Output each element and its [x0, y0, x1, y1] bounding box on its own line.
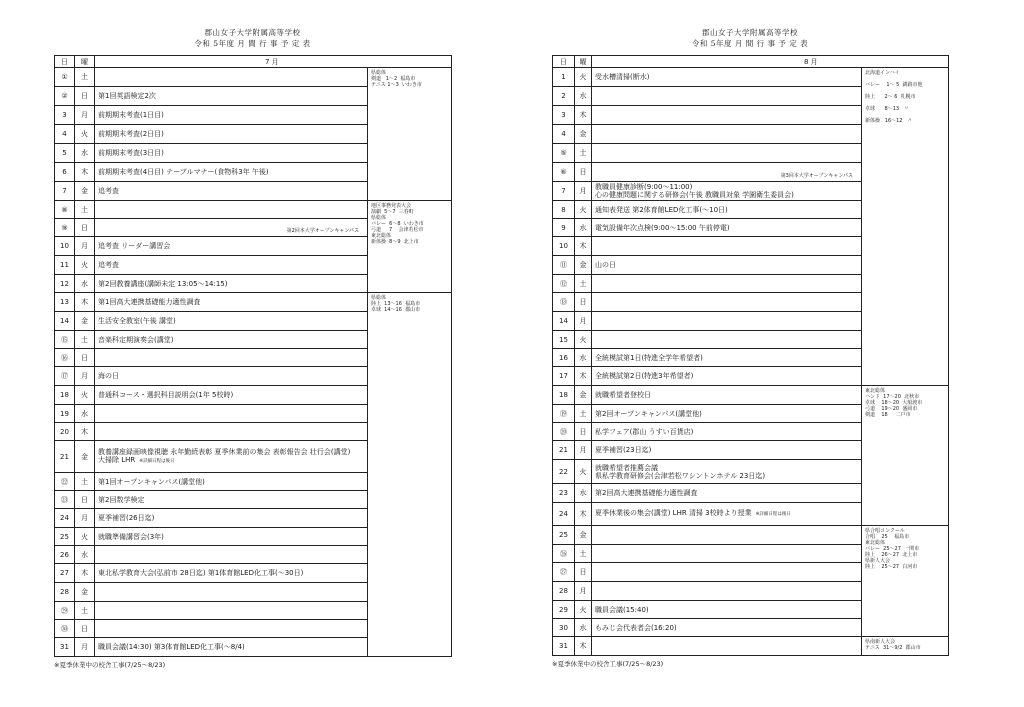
event-cell [95, 87, 368, 106]
weekday-cell: 月 [575, 182, 592, 201]
event-cell [592, 637, 862, 656]
weekday-cell: 木 [575, 106, 592, 125]
day-cell: 10 [55, 237, 75, 256]
day-cell: 28 [55, 583, 75, 602]
day-cell: 4 [55, 125, 75, 144]
event-cell [95, 349, 368, 367]
event-cell [95, 564, 368, 583]
weekday-cell: 木 [575, 237, 592, 256]
event-text: 第1回オープンキャンパス(講堂他) [98, 477, 205, 486]
day-cell: ㉓ [55, 491, 75, 509]
day-cell: 14 [553, 312, 575, 331]
day-cell: 24 [553, 503, 575, 526]
event-cell [95, 331, 368, 349]
event-text: 全統模試第1日(特進全学年希望者) [595, 353, 703, 362]
day-cell: ⑫ [553, 275, 575, 293]
day-cell: 20 [55, 423, 75, 441]
weekday-cell: 金 [75, 441, 95, 473]
weekday-cell: 水 [575, 349, 592, 367]
event-cell [95, 182, 368, 201]
event-cell [592, 405, 862, 423]
weekday-cell: 水 [75, 275, 95, 293]
day-cell: 31 [553, 637, 575, 656]
day-cell: 14 [55, 312, 75, 331]
day-cell: 18 [55, 386, 75, 405]
day-cell: 7 [55, 182, 75, 201]
weekday-cell: 火 [75, 386, 95, 405]
day-cell: 23 [553, 484, 575, 503]
event-cell [95, 144, 368, 163]
day-cell: 13 [55, 293, 75, 312]
weekday-cell: 火 [75, 528, 95, 546]
weekday-cell: 金 [575, 526, 592, 545]
event-text: 第1回高大連携基礎能力適性調査 [98, 298, 201, 306]
event-text: 職員会議(14:30) 第3体育館LED化工事(～8/4) [98, 643, 245, 651]
day-cell: ⑰ [55, 367, 75, 386]
july-schedule-sheet [54, 27, 451, 669]
weekday-cell: 土 [575, 545, 592, 563]
weekday-cell: 日 [575, 423, 592, 441]
event-cell [592, 275, 862, 293]
weekday-cell: 火 [575, 68, 592, 87]
day-cell: ⑪ [553, 256, 575, 275]
event-cell [592, 163, 862, 182]
day-cell: 22 [553, 460, 575, 484]
day-cell: 6 [55, 163, 75, 182]
event-text: 追考査 [98, 187, 119, 195]
side-note-cell: 県総体 陸上 13～16 福島市 卓球 14～16 郡山市 [368, 293, 452, 657]
event-text-2: 県私学教育研修会(会津若松ワシントンホテル 23日迄) [595, 471, 766, 480]
day-cell: ⑨ [55, 219, 75, 237]
sheet-title: 令和 5年度 月 間 行 事 予 定 表 [194, 39, 311, 48]
event-text: 就職希望者登校日 [595, 391, 651, 399]
event-cell [592, 144, 862, 163]
weekday-cell: 金 [575, 256, 592, 275]
event-cell [592, 106, 862, 125]
event-cell [592, 386, 862, 405]
event-cell [592, 460, 862, 484]
event-cell [95, 441, 368, 473]
day-cell: 21 [55, 441, 75, 473]
event-cell [592, 219, 862, 237]
event-right-text: 第3回本大学オープンキャンパス [780, 173, 853, 179]
event-text: 職員会議(15:40) [595, 605, 649, 614]
event-cell [95, 620, 368, 638]
event-cell [95, 275, 368, 293]
event-text: 追考査 [98, 261, 119, 269]
weekday-cell: 火 [575, 601, 592, 619]
weekday-cell: 土 [75, 473, 95, 491]
weekday-cell: 土 [575, 144, 592, 163]
event-cell [592, 619, 862, 637]
side-note-cell: 地区事務発表大会 演劇 5～7 三春町 県総体 バレー 6～8 いわき市 弓道 7 会津若松市 東北総体 新体操 8～9 北上市 [368, 201, 452, 293]
day-cell: ② [55, 87, 75, 106]
event-cell [95, 312, 368, 331]
day-cell: 2 [553, 87, 575, 106]
event-cell [592, 349, 862, 367]
day-header: 日 [553, 56, 575, 68]
event-cell [95, 638, 368, 657]
event-note: ※詳細日程は後日 [139, 458, 175, 464]
footnote: ※夏季休業中の校舎工事(7/25～8/23) [54, 661, 166, 669]
day-cell: ① [55, 68, 75, 87]
event-text: 受水槽清掃(断水) [595, 73, 650, 81]
event-text-2: 心の健康問題に関する研修会(午後 教職員対象 学園衛生委員会) [595, 191, 794, 199]
day-cell: 3 [553, 106, 575, 125]
july-table [54, 55, 452, 657]
day-cell: ㉚ [55, 620, 75, 638]
day-cell: 5 [55, 144, 75, 163]
day-cell: 31 [55, 638, 75, 657]
weekday-header: 曜 [575, 56, 592, 68]
weekday-cell: 金 [575, 125, 592, 144]
footnote: ※夏季休業中の校舎工事(7/25～8/23) [552, 660, 664, 668]
weekday-cell: 月 [75, 367, 95, 386]
day-cell: ⑯ [55, 349, 75, 367]
weekday-cell: 火 [75, 256, 95, 275]
event-cell [592, 601, 862, 619]
day-cell: ⑤ [553, 144, 575, 163]
weekday-cell: 月 [575, 582, 592, 601]
day-cell: ㉙ [55, 602, 75, 620]
weekday-cell: 水 [575, 484, 592, 503]
weekday-cell: 金 [575, 386, 592, 405]
day-cell: 21 [553, 441, 575, 460]
event-cell [95, 237, 368, 256]
event-text: 通知表発送 第2体育館LED化工事(～10日) [595, 205, 728, 214]
weekday-cell: 木 [75, 293, 95, 312]
day-cell: ㉗ [553, 563, 575, 582]
event-text: 普通科コース・選択科目説明会(1年 5校時) [98, 391, 234, 399]
event-text: 海の日 [98, 372, 119, 380]
month-header: 8 月 [592, 56, 949, 68]
day-cell: 30 [553, 619, 575, 637]
weekday-cell: 水 [575, 619, 592, 637]
weekday-cell: 木 [75, 423, 95, 441]
day-cell: ㉖ [553, 545, 575, 563]
event-text-2: 大掃除 LHR ※詳細日程は後日 [98, 455, 175, 464]
weekday-cell: 日 [75, 620, 95, 638]
weekday-cell: 水 [75, 546, 95, 564]
event-cell [592, 293, 862, 312]
weekday-cell: 月 [575, 441, 592, 460]
event-cell [95, 106, 368, 125]
weekday-cell: 日 [575, 163, 592, 182]
event-cell [95, 68, 368, 87]
table-row [55, 68, 452, 87]
day-cell: 17 [553, 367, 575, 386]
event-text: もみじ会代表者会(16:20) [595, 623, 677, 632]
weekday-cell: 水 [75, 144, 95, 163]
weekday-cell: 日 [75, 349, 95, 367]
weekday-cell: 木 [75, 163, 95, 182]
event-cell [95, 125, 368, 144]
event-cell [95, 509, 368, 528]
weekday-header: 曜 [75, 56, 95, 68]
event-cell [592, 563, 862, 582]
weekday-cell: 水 [575, 87, 592, 106]
weekday-cell: 火 [575, 331, 592, 349]
table-row [553, 637, 949, 656]
event-text: 第2回オープンキャンパス(講堂他) [595, 409, 702, 418]
day-cell: 26 [55, 546, 75, 564]
table-row [553, 526, 949, 545]
day-cell: 7 [553, 182, 575, 201]
day-cell: 1 [553, 68, 575, 87]
event-cell [592, 68, 862, 87]
weekday-cell: 木 [575, 367, 592, 386]
weekday-cell: 火 [575, 460, 592, 484]
event-cell [592, 182, 862, 201]
sheet-title: 令和 5年度 月 間 行 事 予 定 表 [691, 39, 809, 48]
day-cell: ⑧ [55, 201, 75, 219]
day-cell: 24 [55, 509, 75, 528]
event-cell [95, 386, 368, 405]
day-cell: 3 [55, 106, 75, 125]
event-cell [592, 312, 862, 331]
event-text: 前期期末考査(3日目) [98, 149, 164, 157]
weekday-cell: 木 [75, 564, 95, 583]
event-cell [95, 163, 368, 182]
day-cell: ㉒ [55, 473, 75, 491]
day-cell: 25 [553, 526, 575, 545]
day-header: 日 [55, 56, 75, 68]
event-cell [95, 367, 368, 386]
event-text: 夏季補習(23日迄) [595, 446, 652, 454]
event-text: 生活安全教室(午後 講堂) [98, 317, 176, 325]
event-cell [592, 441, 862, 460]
weekday-cell: 日 [575, 563, 592, 582]
event-text: 音楽科定期演奏会(講堂) [98, 335, 174, 344]
event-cell [592, 545, 862, 563]
side-note-cell: 県南新人大会 テニス 31～9/2 郡山市 [862, 637, 949, 656]
day-cell: ⑳ [553, 423, 575, 441]
event-cell [95, 405, 368, 423]
school-name: 郡山女子大学附属高等学校 [204, 28, 301, 37]
day-cell: 28 [553, 582, 575, 601]
event-text: 第2回高大連携基礎能力適性調査 [595, 489, 698, 497]
event-text: 前期期末考査(2日目) [98, 130, 164, 138]
event-cell [95, 602, 368, 620]
event-cell [95, 293, 368, 312]
event-cell [592, 201, 862, 219]
weekday-cell: 日 [575, 293, 592, 312]
weekday-cell: 月 [75, 106, 95, 125]
event-text: 教養講座録画映像視聴 永年勤続表彰 夏季休業前の集会 表彰報告会 壮行会(講堂) [98, 447, 351, 456]
side-note-cell: 県総体 剣道 1～2 福島市 テニス 1～3 いわき市 [368, 68, 452, 201]
day-cell: 25 [55, 528, 75, 546]
day-cell: 9 [553, 219, 575, 237]
event-cell [95, 423, 368, 441]
event-cell [592, 256, 862, 275]
event-cell [95, 583, 368, 602]
event-text: 私学フェア(郡山 うすい百貨店) [595, 427, 694, 436]
event-cell [95, 473, 368, 491]
weekday-cell: 水 [75, 405, 95, 423]
weekday-cell: 日 [75, 219, 95, 237]
event-text: 第2回数学検定 [98, 495, 145, 504]
side-note-cell: 北海道インハイ バレー 1～ 5 釧路市他 陸上 2～ 6 札幌市 卓球 8～13 〃 新体操 16～12 〃 [862, 68, 949, 386]
day-cell: ⑲ [553, 405, 575, 423]
weekday-cell: 土 [75, 602, 95, 620]
day-cell: ⑮ [55, 331, 75, 349]
event-cell [592, 367, 862, 386]
month-header: 7 月 [95, 56, 452, 68]
weekday-cell: 火 [75, 125, 95, 144]
table-row [55, 293, 452, 312]
event-cell [592, 582, 862, 601]
weekday-cell: 土 [75, 331, 95, 349]
day-cell: 11 [55, 256, 75, 275]
event-cell [592, 484, 862, 503]
weekday-cell: 土 [75, 201, 95, 219]
weekday-cell: 土 [575, 275, 592, 293]
school-name: 郡山女子大学附属高等学校 [702, 28, 798, 37]
weekday-cell: 日 [75, 87, 95, 106]
weekday-cell: 木 [575, 503, 592, 526]
event-cell [95, 201, 368, 219]
day-cell: 12 [55, 275, 75, 293]
event-cell [592, 423, 862, 441]
event-text: 追考査 リーダー講習会 [98, 242, 171, 250]
event-note: ※詳細日程は後日 [755, 512, 791, 517]
day-cell: 27 [55, 564, 75, 583]
table-row [553, 68, 949, 87]
event-text: 第2回教養講座(講師未定 13:05～14:15) [98, 279, 228, 288]
weekday-cell: 日 [75, 491, 95, 509]
weekday-cell: 金 [75, 312, 95, 331]
august-schedule-sheet [552, 27, 948, 668]
event-cell [592, 526, 862, 545]
table-row [553, 386, 949, 405]
weekday-cell: 土 [575, 405, 592, 423]
event-text: 夏季補習(26日迄) [98, 514, 155, 522]
weekday-cell: 木 [575, 637, 592, 656]
day-cell: 19 [55, 405, 75, 423]
event-text: 教職員健康診断(9:00～11:00) [595, 183, 693, 191]
event-right-text: 第2回本大学オープンキャンパス [286, 228, 359, 234]
side-note-cell: 東北総体 ハンド 17～20 北秋市 卓球 18～20 大船渡市 弓道 19～20 盛岡市 剣道 18 二戸市 [862, 386, 949, 526]
weekday-cell: 金 [75, 182, 95, 201]
day-cell: ⑬ [553, 293, 575, 312]
event-text: 東北私学教育大会(弘前市 28日迄) 第1体育館LED化工事(～30日) [98, 569, 304, 577]
day-cell: 15 [553, 331, 575, 349]
day-cell: 4 [553, 125, 575, 144]
event-text: 電気設備年次点検(9:00～15:00 午前停電) [595, 223, 730, 232]
event-cell [592, 503, 862, 526]
event-text: 山の日 [595, 261, 616, 269]
event-text: 就職準備講習会(3年) [98, 532, 164, 541]
weekday-cell: 水 [575, 219, 592, 237]
event-text: 前期期末考査(1日目) [98, 111, 164, 119]
weekday-cell: 金 [75, 583, 95, 602]
event-cell [95, 256, 368, 275]
day-cell: 29 [553, 601, 575, 619]
side-note-cell: 県合唱コンクール 合唱 25 福島市 東北総体 バレー 25～27 一関市 陸上 26～27 北上市 県新人大会 陸上 25～27 白河市 [862, 526, 949, 637]
weekday-cell: 火 [575, 201, 592, 219]
weekday-cell: 月 [75, 237, 95, 256]
event-text: 第1回英語検定2次 [98, 92, 156, 100]
table-row [55, 201, 452, 219]
weekday-cell: 月 [75, 509, 95, 528]
weekday-cell: 土 [75, 68, 95, 87]
day-cell: 10 [553, 237, 575, 256]
event-cell [592, 331, 862, 349]
day-cell: 8 [553, 201, 575, 219]
weekday-cell: 月 [575, 312, 592, 331]
event-text: 夏季休業後の集会(講堂) LHR 清掃 3校時より授業 ※詳細日程は後日 [595, 509, 791, 517]
event-cell [95, 528, 368, 546]
day-cell: 18 [553, 386, 575, 405]
event-text: 全統模試第2日(特進3年希望者) [595, 372, 694, 380]
event-cell [592, 125, 862, 144]
event-cell [95, 546, 368, 564]
day-cell: ⑥ [553, 163, 575, 182]
event-text: 就職希望者推薦会議 [595, 463, 658, 472]
day-cell: 16 [553, 349, 575, 367]
event-cell [95, 219, 368, 237]
event-cell [95, 491, 368, 509]
event-cell [592, 87, 862, 106]
event-text: 前期期末考査(4日目) テーブルマナー(食物科3年 午後) [98, 168, 269, 176]
event-cell [592, 237, 862, 256]
weekday-cell: 月 [75, 638, 95, 657]
august-table [552, 55, 949, 656]
